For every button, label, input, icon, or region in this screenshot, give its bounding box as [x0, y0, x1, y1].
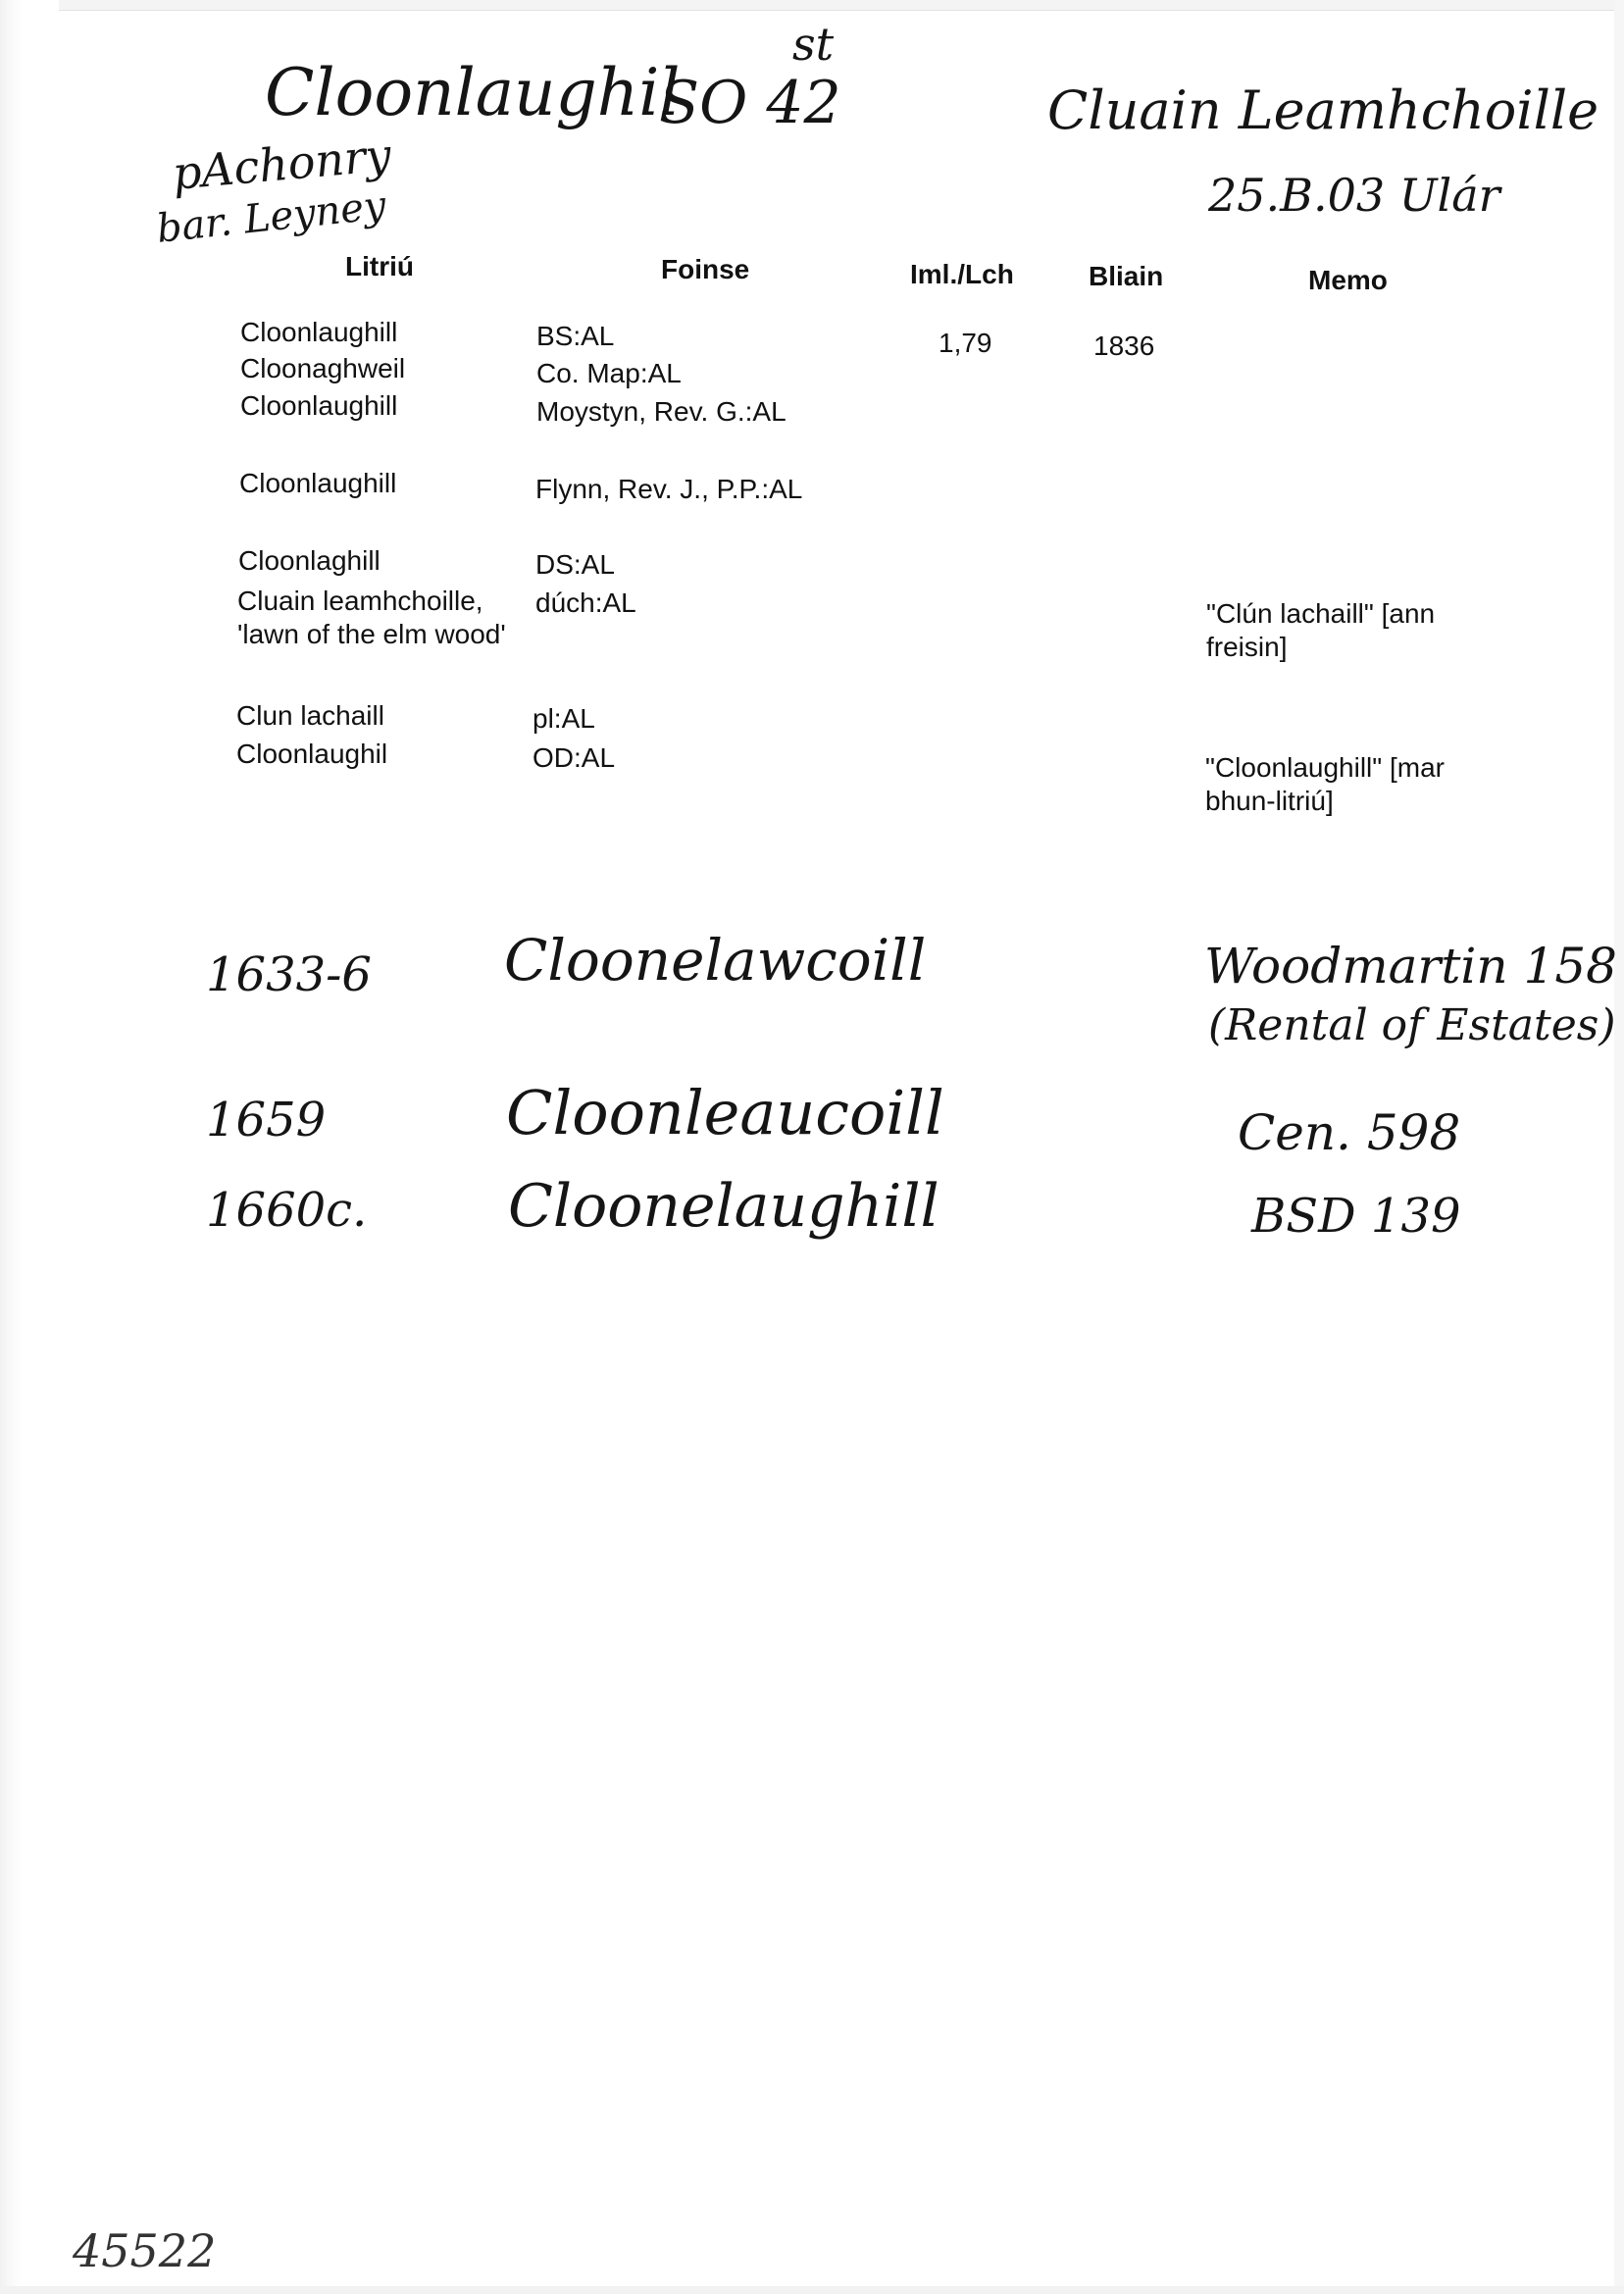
row-7-foinse: OD:AL	[533, 742, 616, 773]
handwritten-source-note-1: (Rental of Estates)	[1208, 1000, 1616, 1050]
row-3-litriu: Cloonlaughill	[239, 468, 397, 498]
row-6-litriu: Clun lachaill	[236, 700, 384, 731]
handwritten-form-2: Cloonleaucoill	[506, 1077, 944, 1148]
handwritten-parish: pAchonry	[170, 127, 393, 200]
handwritten-year-1: 1633-6	[206, 947, 372, 1002]
row-4-litriu: Cloonlaghill	[238, 545, 381, 576]
column-header-iml-lch: Iml./Lch	[910, 259, 1014, 289]
handwritten-placename: Cloonlaughil	[265, 55, 681, 130]
handwritten-irish-form: Cluain Leamhchoille	[1047, 79, 1599, 141]
document-number: 45522	[73, 2224, 217, 2277]
handwritten-form-3: Cloonelaughill	[508, 1172, 939, 1241]
scan-edge-bottom	[0, 2286, 1624, 2294]
column-header-bliain: Bliain	[1089, 261, 1164, 291]
handwritten-form-1: Cloonelawcoill	[504, 927, 927, 994]
row-5-foinse: dúch:AL	[535, 587, 636, 618]
row-2-foinse: Moystyn, Rev. G.:AL	[536, 396, 787, 427]
row-0-litriu: Cloonlaughill	[240, 317, 398, 347]
row-5-litriu: Cluain leamhchoille, 'lawn of the elm wood'	[237, 586, 506, 649]
handwritten-source-3: BSD 139	[1251, 1189, 1461, 1244]
row-4-foinse: DS:AL	[535, 549, 615, 580]
scan-edge-top	[59, 0, 1618, 11]
row-0-bliain: 1836	[1093, 331, 1155, 361]
row-3-foinse: Flynn, Rev. J., P.P.:AL	[535, 474, 803, 504]
column-header-litriu: Litriú	[345, 251, 414, 281]
handwritten-source-1: Woodmartin 158	[1204, 938, 1617, 994]
handwritten-year-3: 1660c.	[206, 1183, 368, 1238]
handwritten-map-ref-superscript: st	[792, 18, 835, 71]
row-7-memo: "Cloonlaughill" [mar bhun-litriú]	[1205, 752, 1445, 816]
row-0-foinse: BS:AL	[536, 321, 615, 351]
handwritten-map-ref: SO 42	[659, 69, 841, 137]
column-header-memo: Memo	[1308, 265, 1388, 295]
row-1-litriu: Cloonaghweil	[240, 353, 406, 383]
row-5-memo: "Clún lachaill" [ann freisin]	[1206, 598, 1436, 662]
scan-edge-right	[1614, 0, 1624, 2294]
row-1-foinse: Co. Map:AL	[536, 358, 682, 388]
handwritten-source-2: Cen. 598	[1238, 1104, 1461, 1161]
row-6-foinse: pl:AL	[533, 703, 595, 734]
handwritten-year-2: 1659	[206, 1093, 327, 1147]
row-0-iml: 1,79	[939, 328, 992, 358]
handwritten-barony: bar. Leyney	[154, 182, 388, 252]
handwritten-date-note: 25.B.03 Ulár	[1208, 169, 1500, 222]
row-7-litriu: Cloonlaughil	[236, 739, 388, 769]
scan-edge-left	[0, 0, 22, 2294]
column-header-foinse: Foinse	[661, 254, 750, 284]
row-2-litriu: Cloonlaughill	[240, 390, 398, 421]
